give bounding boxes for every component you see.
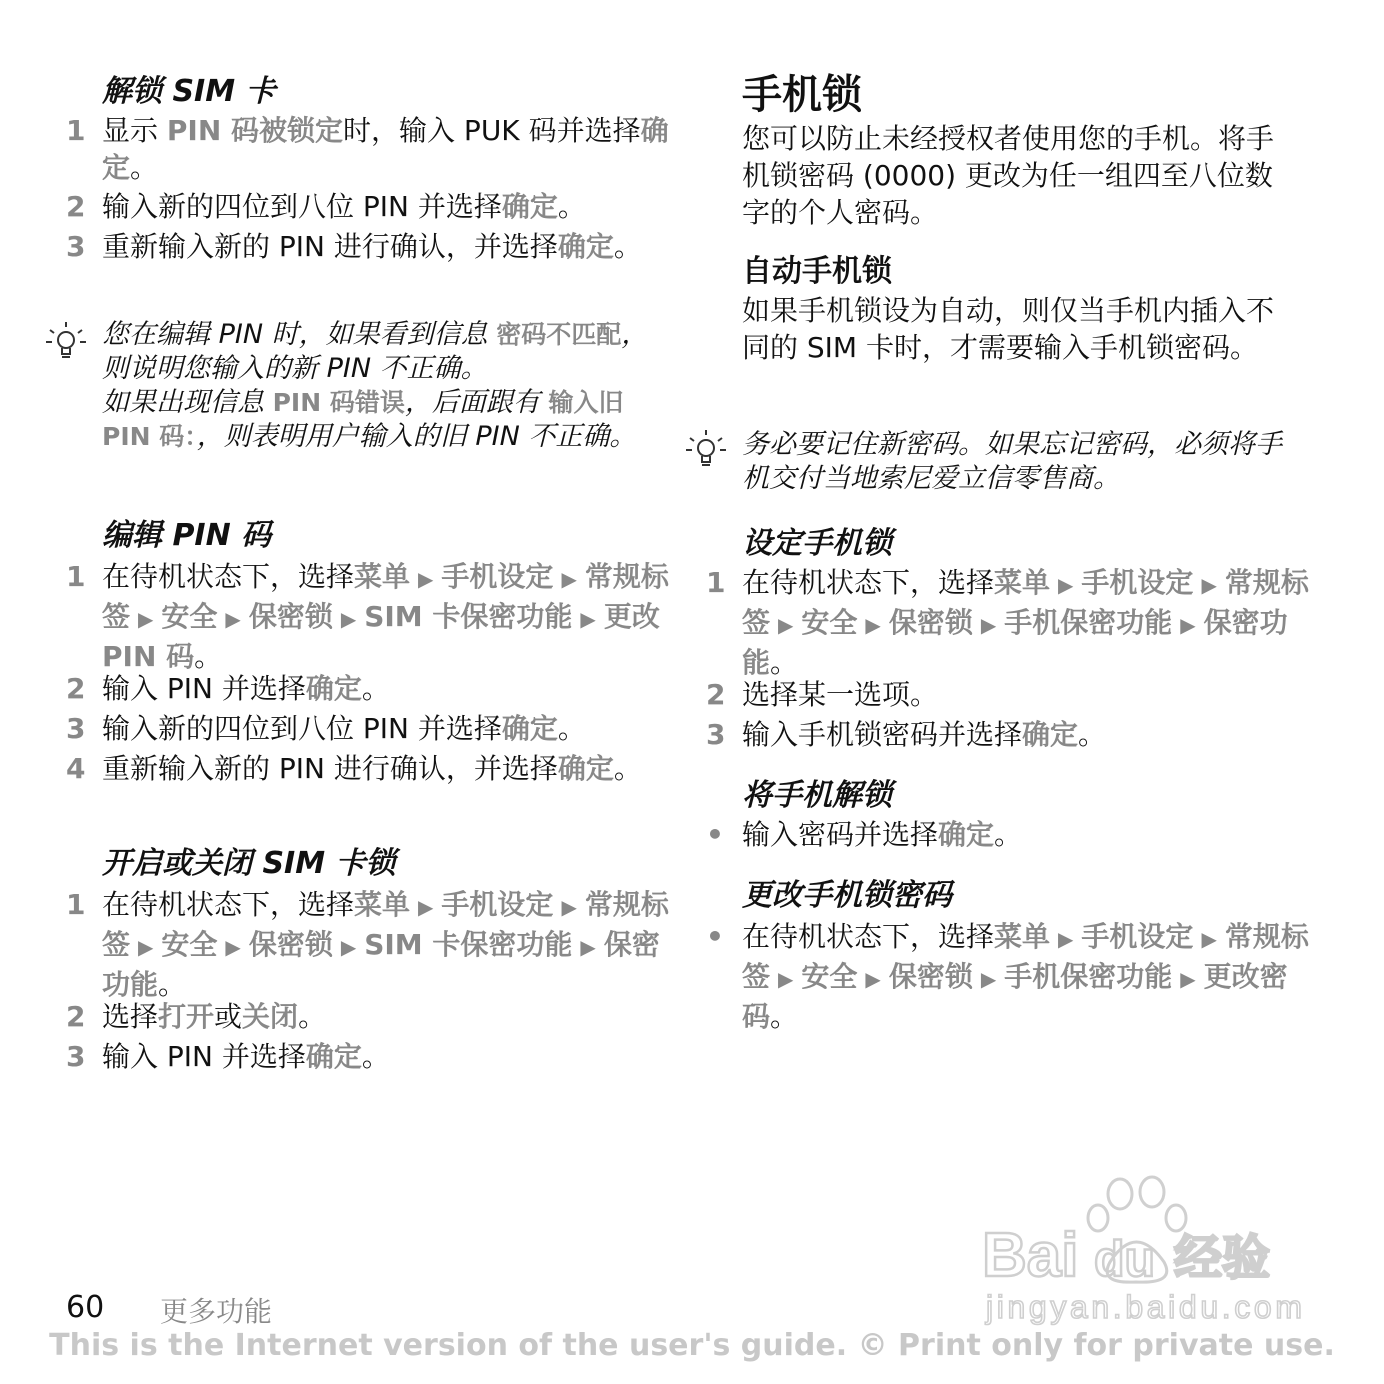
text-run: 显示 — [102, 114, 167, 147]
watermark-product: 经验 — [1174, 1230, 1271, 1286]
list-item — [706, 716, 1314, 753]
triangle-right-icon: ▶ — [865, 967, 881, 991]
step-text — [742, 564, 1314, 681]
text-run: 输入新的四位到八位 PIN 并选择 — [102, 712, 502, 745]
watermark-url: jingyan.baidu.com — [986, 1289, 1302, 1325]
menu-path-item: SIM 卡保密功能 — [364, 600, 573, 633]
text-run: 输入 PIN 并选择 — [102, 1040, 306, 1073]
menu-path-item: 菜单 — [354, 560, 411, 593]
triangle-right-icon: ▶ — [138, 935, 154, 959]
text-run: 。 — [557, 712, 586, 745]
menu-path-item: 常规标签 — [742, 566, 1309, 639]
list-item — [706, 676, 1314, 713]
pin-edit-tip — [102, 318, 654, 454]
menu-path-item: 菜单 — [994, 920, 1051, 953]
section-name: 更多功能 — [160, 1295, 273, 1328]
list-item — [706, 564, 1314, 681]
step-number: • — [706, 920, 724, 953]
triangle-right-icon: ▶ — [418, 895, 434, 919]
page-number: 60 — [66, 1290, 105, 1325]
menu-path-item: 输入旧 PIN 码： — [102, 388, 624, 451]
step-text — [742, 716, 1314, 753]
triangle-right-icon: ▶ — [1201, 573, 1217, 597]
sim-lock-toggle-title: 开启或关闭 SIM 卡锁 — [102, 846, 396, 881]
triangle-right-icon: ▶ — [418, 567, 434, 591]
text-run: 输入手机锁密码并选择 — [742, 718, 1023, 751]
menu-path-item: 安全 — [161, 600, 218, 633]
text-run: 。 — [613, 230, 642, 263]
list-item — [66, 886, 674, 1003]
list-item — [66, 1038, 674, 1075]
menu-path-item: 保密锁 — [248, 600, 333, 633]
step-number: • — [706, 818, 724, 851]
step-number: 1 — [66, 888, 86, 921]
step-text — [102, 998, 674, 1035]
step-text — [102, 188, 674, 225]
step-number: 2 — [706, 678, 726, 711]
watermark-brand: Bai — [982, 1221, 1079, 1290]
step-text — [102, 886, 674, 1003]
text-run: 务必要记住新密码。如果忘记密码，必须将手机交付当地索尼爱立信零售商。 — [742, 429, 1282, 494]
triangle-right-icon: ▶ — [778, 613, 794, 637]
triangle-right-icon: ▶ — [778, 967, 794, 991]
auto-lock-title: 自动手机锁 — [742, 254, 892, 289]
step-number: 3 — [66, 712, 86, 745]
menu-path-item: 常规标签 — [742, 920, 1309, 993]
text-run: 。 — [994, 818, 1023, 851]
step-number: 4 — [66, 752, 86, 785]
menu-path-item: 常规标签 — [102, 888, 669, 961]
triangle-right-icon: ▶ — [561, 567, 577, 591]
menu-path-item: 手机保密功能 — [1004, 606, 1173, 639]
phone-lock-text: 您可以防止未经授权者使用您的手机。将手机锁密码 (0000) 更改为任一组四至八位数字的个人密码。 — [742, 122, 1275, 229]
triangle-right-icon: ▶ — [225, 935, 241, 959]
menu-path-item: 安全 — [801, 960, 858, 993]
text-run: 重新输入新的 PIN 进行确认，并选择 — [102, 230, 558, 263]
menu-path-item: 保密锁 — [248, 928, 333, 961]
step-text — [102, 670, 674, 707]
text-run: 选择 — [102, 1000, 159, 1033]
menu-path-item: 手机设定 — [441, 888, 554, 921]
step-text — [102, 112, 674, 186]
step-text — [102, 228, 674, 265]
menu-path-item: 确定 — [305, 1040, 362, 1073]
step-number: 1 — [66, 114, 86, 147]
text-run: 。 — [130, 151, 159, 184]
text-run: 。 — [1078, 718, 1107, 751]
list-item — [706, 816, 1314, 853]
step-text — [102, 558, 674, 675]
text-run: 输入新的四位到八位 PIN 并选择 — [102, 190, 502, 223]
text-run: 输入密码并选择 — [742, 818, 939, 851]
step-text — [742, 676, 1314, 713]
baidu-jingyan-watermark — [970, 1172, 1310, 1332]
menu-path-item: 更改密码 — [742, 960, 1288, 1033]
text-run: 。 — [361, 1040, 390, 1073]
triangle-right-icon: ▶ — [1058, 573, 1074, 597]
menu-path-item: 手机保密功能 — [1004, 960, 1173, 993]
edit-pin-title: 编辑 PIN 码 — [102, 518, 272, 553]
menu-path-item: 手机设定 — [1081, 920, 1194, 953]
text-run: 在待机状态下，选择 — [742, 566, 995, 599]
text-run: 。 — [557, 190, 586, 223]
lightbulb-icon — [684, 428, 728, 472]
menu-path-item: 确定 — [501, 190, 558, 223]
menu-path-item: 更改 PIN 码 — [102, 600, 660, 673]
text-run: 。 — [194, 640, 223, 673]
triangle-right-icon: ▶ — [340, 935, 357, 959]
list-item — [66, 112, 674, 186]
phone-lock-title: 手机锁 — [742, 72, 862, 118]
text-run: 在待机状态下，选择 — [102, 888, 355, 921]
text-run: 您在编辑 PIN 时，如果看到信息 — [102, 319, 497, 350]
triangle-right-icon: ▶ — [865, 613, 881, 637]
text-run: 。 — [361, 672, 390, 705]
list-item — [66, 710, 674, 747]
unlock-phone-title: 将手机解锁 — [742, 778, 892, 813]
menu-path-item: 确定 — [305, 672, 362, 705]
triangle-right-icon: ▶ — [1180, 967, 1196, 991]
list-item — [66, 998, 674, 1035]
text-run: ，后面跟有 — [404, 387, 549, 418]
password-tip — [742, 428, 1302, 496]
triangle-right-icon: ▶ — [340, 607, 357, 631]
menu-path-item: 保密功能 — [742, 606, 1288, 679]
menu-path-item: 手机设定 — [441, 560, 554, 593]
set-lock-title: 设定手机锁 — [742, 526, 892, 561]
menu-path-item: 确定 — [102, 114, 669, 184]
menu-path-item: PIN 码错误 — [272, 388, 405, 417]
menu-path-item: 密码不匹配 — [496, 320, 622, 349]
step-number: 3 — [66, 1040, 86, 1073]
menu-path-item: 安全 — [161, 928, 218, 961]
list-item — [66, 188, 674, 225]
triangle-right-icon: ▶ — [980, 967, 997, 991]
list-item — [66, 670, 674, 707]
step-number: 1 — [66, 560, 86, 593]
text-run: 选择某一选项。 — [742, 678, 939, 711]
menu-path-item: 关闭 — [242, 1000, 299, 1033]
menu-path-item: 确定 — [1022, 718, 1079, 751]
triangle-right-icon: ▶ — [580, 607, 596, 631]
step-text — [742, 816, 1314, 853]
text-run: ，则说明您输入的新 PIN 不正确。 — [102, 319, 649, 384]
text-run: 在待机状态下，选择 — [742, 920, 995, 953]
menu-path-item: 菜单 — [354, 888, 411, 921]
list-item — [706, 918, 1314, 1035]
text-run: ，则表明用户输入的旧 PIN 不正确。 — [196, 421, 637, 452]
list-item — [66, 228, 674, 265]
text-run: 如果出现信息 — [102, 387, 273, 418]
step-number: 3 — [706, 718, 726, 751]
step-number: 2 — [66, 190, 86, 223]
step-text — [742, 918, 1314, 1035]
lightbulb-icon — [44, 320, 88, 364]
step-number: 3 — [66, 230, 86, 263]
menu-path-item: 保密锁 — [888, 606, 973, 639]
menu-path-item: 常规标签 — [102, 560, 669, 633]
menu-path-item: 确定 — [938, 818, 995, 851]
watermark-brand2: du — [1094, 1231, 1156, 1287]
menu-path-item: 打开 — [158, 1000, 215, 1033]
list-item — [66, 750, 674, 787]
step-number: 2 — [66, 672, 86, 705]
menu-path-item: 安全 — [801, 606, 858, 639]
triangle-right-icon: ▶ — [561, 895, 577, 919]
triangle-right-icon: ▶ — [1201, 927, 1217, 951]
triangle-right-icon: ▶ — [225, 607, 241, 631]
change-code-title: 更改手机锁密码 — [742, 878, 952, 913]
triangle-right-icon: ▶ — [138, 607, 154, 631]
text-run: 。 — [158, 968, 187, 1001]
menu-path-item: 确定 — [557, 752, 614, 785]
step-text — [102, 710, 674, 747]
menu-path-item: 确定 — [557, 230, 614, 263]
menu-path-item: PIN 码被锁定 — [166, 114, 344, 147]
text-run: 时，输入 PUK 码并选择 — [343, 114, 641, 147]
menu-path-item: 菜单 — [994, 566, 1051, 599]
menu-path-item: SIM 卡保密功能 — [364, 928, 573, 961]
menu-path-item: 手机设定 — [1081, 566, 1194, 599]
step-number: 1 — [706, 566, 726, 599]
menu-path-item: 确定 — [501, 712, 558, 745]
text-run: 。 — [298, 1000, 327, 1033]
text-run: 。 — [770, 1000, 799, 1033]
list-item — [66, 558, 674, 675]
text-run: 输入 PIN 并选择 — [102, 672, 306, 705]
menu-path-item: 保密功能 — [102, 928, 660, 1001]
triangle-right-icon: ▶ — [1180, 613, 1196, 637]
text-run: 重新输入新的 PIN 进行确认，并选择 — [102, 752, 558, 785]
unlock-sim-title: 解锁 SIM 卡 — [102, 74, 276, 109]
step-number: 2 — [66, 1000, 86, 1033]
step-text — [102, 1038, 674, 1075]
text-run: 。 — [770, 646, 799, 679]
text-run: 。 — [613, 752, 642, 785]
step-text — [102, 750, 674, 787]
triangle-right-icon: ▶ — [580, 935, 596, 959]
menu-path-item: 保密锁 — [888, 960, 973, 993]
triangle-right-icon: ▶ — [980, 613, 997, 637]
text-run: 在待机状态下，选择 — [102, 560, 355, 593]
text-run: 或 — [214, 1000, 243, 1033]
triangle-right-icon: ▶ — [1058, 927, 1074, 951]
disclaimer: This is the Internet version of the user's guide. © Print only for private use. — [49, 1328, 1335, 1363]
auto-lock-text: 如果手机锁设为自动，则仅当手机内插入不同的 SIM 卡时，才需要输入手机锁密码。 — [742, 294, 1275, 364]
